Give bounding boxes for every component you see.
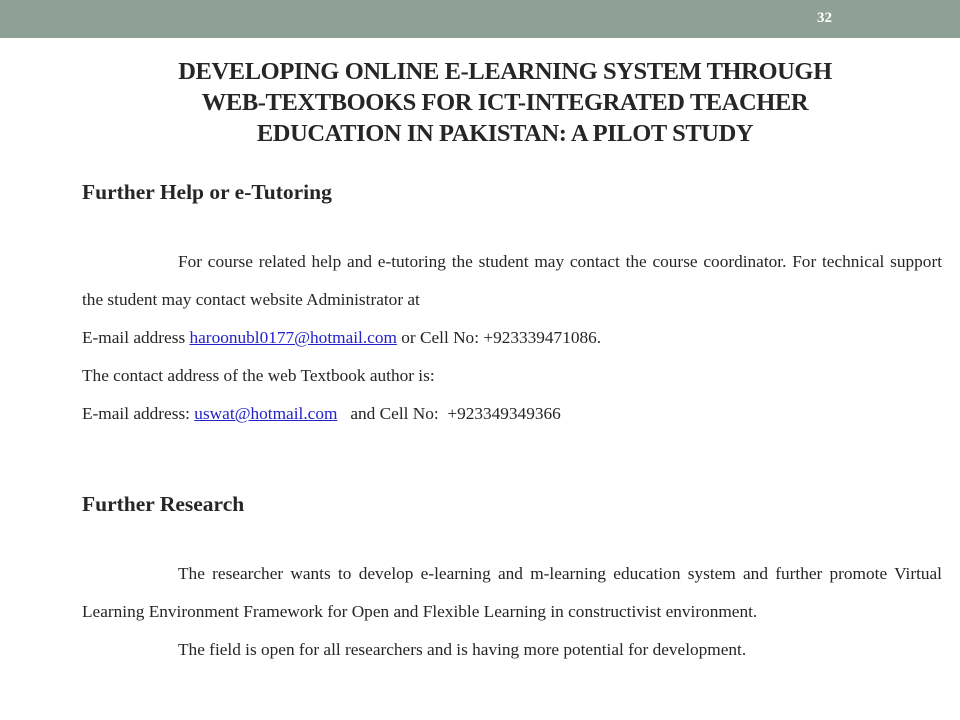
help-section bbox=[82, 180, 942, 205]
page-number: 32 bbox=[817, 10, 832, 26]
research-paragraph: The researcher wants to develop e-learning and m-learning education system and further promote Virtual Learning Environment Framework for Open and Flexible Learning in constructivist environment. bbox=[82, 564, 942, 621]
research-paragraph: The field is open for all researchers and is having more potential for development. bbox=[178, 640, 747, 659]
research-section bbox=[82, 492, 942, 517]
admin-email-link[interactable]: haroonubl0177@hotmail.com bbox=[189, 328, 397, 347]
title-line: WEB-TEXTBOOKS FOR ICT-INTEGRATED TEACHER bbox=[201, 89, 809, 116]
research-body bbox=[82, 555, 942, 669]
top-bar bbox=[0, 0, 960, 38]
help-heading: Further Help or e-Tutoring bbox=[82, 180, 332, 204]
slide-title bbox=[150, 56, 860, 149]
research-heading: Further Research bbox=[82, 492, 245, 516]
author-intro: The contact address of the web Textbook author is: bbox=[82, 366, 435, 385]
help-intro: For course related help and e-tutoring the student may contact the course coordinator. For technical support the student may contact website Administrator at bbox=[82, 252, 942, 309]
help-body bbox=[82, 243, 942, 433]
author-email-link[interactable]: uswat@hotmail.com bbox=[194, 404, 338, 423]
title-line: DEVELOPING ONLINE E-LEARNING SYSTEM THROUGH bbox=[178, 58, 832, 85]
author-contact: E-mail address: uswat@hotmail.com and Cell No: +923349349366 bbox=[82, 404, 561, 423]
title-line: EDUCATION IN PAKISTAN: A PILOT STUDY bbox=[256, 120, 754, 147]
admin-contact: E-mail address haroonubl0177@hotmail.com or Cell No: +923339471086. bbox=[82, 328, 602, 347]
